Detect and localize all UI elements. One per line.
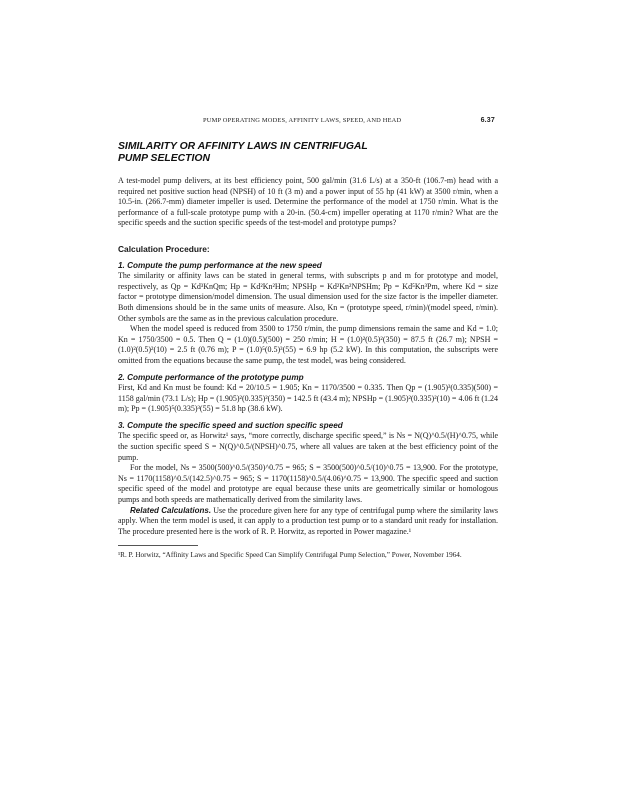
- running-header: [203, 117, 493, 127]
- related-calculations: [118, 506, 498, 538]
- step-1-paragraph-1: The similarity or affinity laws can be stated in general terms, with subscripts p and m for prototype and model, respectively, as Qp = Kd³KnQm; Hp = Kd²Kn²Hm; NPSHp = Kd²Kn²NPSHm; Pp = Kd⁵Kn³Pm, where Kd = size factor = prototype dimension/model dimension. The usual dimension used for the size factor is the impeller diameter. Both dimensions should be in the same units of measure. Also, Kn = (prototype speed, r/min)/(model speed, r/min). Other symbols are the same as in the previous calculation procedure.: [118, 271, 498, 323]
- text-column: [118, 141, 498, 561]
- footnote: ¹R. P. Horwitz, “Affinity Laws and Specific Speed Can Simplify Centrifugal Pump Selection,” Power, November 1964.: [118, 551, 462, 560]
- problem-statement: A test-model pump delivers, at its best efficiency point, 500 gal/min (31.6 L/s) at a 350-ft (106.7-m) head with a required net positive suction head (NPSH) of 10 ft (3 m) and a power input of 55 hp (41 kW) at 3500 r/min, when a 10.5-in. (266.7-mm) diameter impeller is used. Determine the performance of the model at 1750 r/min. What is the performance of a full-scale prototype pump with a 20-in. (50.4-cm) impeller operating at 1170 r/min? What are the specific speeds and the suction specific speeds of the test-model and prototype pumps?: [118, 176, 498, 228]
- step-2-paragraph-1: First, Kd and Kn must be found: Kd = 20/10.5 = 1.905; Kn = 1170/3500 = 0.335. Then Qp = (1.905)³(0.335)(500) = 1158 gal/min (73.1 L/s); Hp = (1.905)²(0.335)²(350) = 142.5 ft (43.4 m); NPSHp = (1.905)²(0.335)²(10) = 4.06 ft (1.24 m); Pp = (1.905)⁵(0.335)³(55) = 51.8 hp (38.6 kW).: [118, 383, 498, 414]
- procedure-heading: Calculation Procedure:: [118, 243, 210, 254]
- related-calculations-text: Use the procedure given here for any type of centrifugal pump where the similarity laws apply. When the term model is used, it can apply to a production test pump or to a standard unit ready for installation. The procedure presented here is the work of R. P. Horwitz, as reported in Power magazine.¹: [118, 505, 498, 536]
- step-3-heading: 3. Compute the specific speed and suction specific speed: [118, 420, 343, 430]
- step-3-paragraph-2: For the model, Ns = 3500(500)^0.5/(350)^0.75 = 965; S = 3500(500)^0.5/(10)^0.75 = 13,900. For the prototype, Ns = 1170(1158)^0.5/(142.5)^0.75 = 965; S = 1170(1158)^0.5/(4.06)^0.75 = 13,900. The specific speed and suction specific speed of the model and prototype are equal because these units are geometrically similar or homologous pumps and both speeds are mathematically derived from the similarity laws.: [118, 463, 498, 505]
- step-1-heading: 1. Compute the pump performance at the new speed: [118, 260, 322, 270]
- step-3-paragraph-1: The specific speed or, as Horwitz¹ says, “more correctly, discharge specific speed,” is Ns = N(Q)^0.5/(H)^0.75, while the suction specific speed S = N(Q)^0.5/(NPSH)^0.75, where all values are taken at the best efficiency point of the pump.: [118, 431, 498, 462]
- running-head: PUMP OPERATING MODES, AFFINITY LAWS, SPEED, AND HEAD: [203, 117, 402, 124]
- related-calculations-label: Related Calculations.: [130, 505, 212, 515]
- page-number: 6.37: [480, 117, 495, 124]
- section-title: SIMILARITY OR AFFINITY LAWS IN CENTRIFUGAL PUMP SELECTION: [118, 141, 368, 164]
- step-2-heading: 2. Compute performance of the prototype pump: [118, 372, 304, 382]
- footnote-rule: [118, 545, 198, 546]
- step-1-paragraph-2: When the model speed is reduced from 3500 to 1750 r/min, the pump dimensions remain the same and Kd = 1.0; Kn = 1750/3500 = 0.5. Then Q = (1.0)(0.5)(500) = 250 r/min; H = (1.0)²(0.5)²(350) = 87.5 ft (26.7 m); NPSH = (1.0)²(0.5)²(10) = 2.5 ft (0.76 m); P = (1.0)⁵(0.5)³(55) = 6.9 hp (5.2 kW). In this computation, the subscripts were omitted from the equations because the same pump, the test model, was being considered.: [118, 324, 498, 365]
